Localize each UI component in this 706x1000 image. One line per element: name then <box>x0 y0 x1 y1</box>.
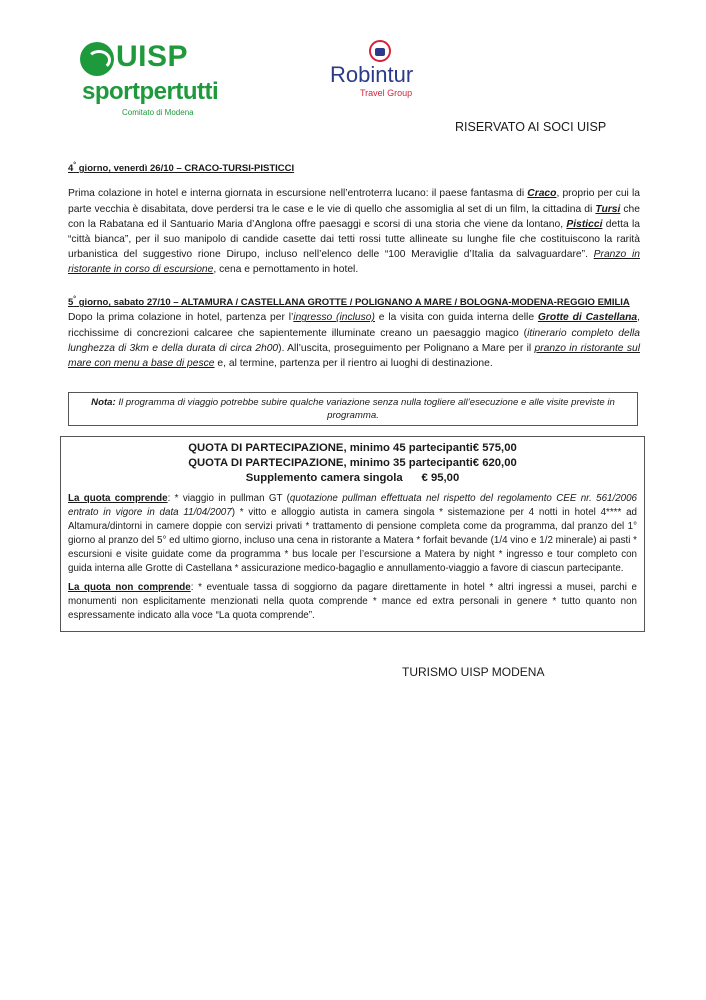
robintur-logo <box>330 40 450 105</box>
uisp-ball-icon <box>80 42 114 76</box>
day4-text: Prima colazione in hotel e interna giornata in escursione nell’entroterra lucano: il paese fantasma di Craco, proprio per cui la parte vecchia è disabitata, dove perdersi tra le case e le vie di quello che assomiglia al set di un film, la cittadina di Tursi che con la Rabatana ed il Santuario Maria d’Anglona offre paesaggi e scorsi di una storia che viene da lontano, Pisticci detta la “città bianca”, per il suo manipolo di candide casette dai tetti rossi tutte allineate su lunghe file che costituiscono la rarità urbanistica del suggestivo rione Dirupo, incluso nell’elenco delle “100 Meraviglie d’Italia da salvaguardare”. Pranzo in ristorante in corso di escursione, cena e pernottamento in hotel. <box>68 188 640 276</box>
quota-box <box>60 436 645 632</box>
day5-heading: 5° giorno, sabato 27/10 – ALTAMURA / CASTELLANA GROTTE / POLIGNANO A MARE / BOLOGNA-MODENA-REGGIO EMILIA <box>68 296 630 309</box>
footer-signature: TURISMO UISP MODENA <box>402 665 545 679</box>
day5-section <box>68 292 640 371</box>
quota-comprende: La quota comprende: * viaggio in pullman GT (quotazione pullman effettuata nel rispetto del regolamento CEE nr. 561/2006 entrato in vigore in data 11/04/2007) * vitto e alloggio autista in camera singola * sistemazione per 4 notti in hotel 4**** ad Altamura/dintorni in camere doppie con servizi privati * trattamento di pensione completa come da programma, dal pranzo del 1° giorno al pranzo del 5° ed ultimo giorno, incluso una cena in ristorante a Matera * forfait bevande (1/4 vino e 1/2 minerale) ai pasti * escursioni e visite guidate come da programma * bus locale per l’escursione a Matera by night * ingresso e tour completo con guida interna alle Grotte di Castellana * assicurazione medico-bagaglio e annullamento-viaggio a favore di ciascun partecipante. <box>68 493 637 574</box>
uisp-logo <box>80 40 220 120</box>
day4-section <box>68 158 640 278</box>
robintur-sub: Travel Group <box>360 88 413 98</box>
quota-45: QUOTA DI PARTECIPAZIONE, minimo 45 partecipanti€ 575,00 <box>188 442 517 454</box>
supplemento-singola: Supplemento camera singola € 95,00 <box>245 472 460 484</box>
quota-non-comprende: La quota non comprende: * eventuale tassa di soggiorno da pagare direttamente in hotel * altri ingressi a musei, parchi e monumenti non esplicitamente menzionati nella quota comprende * mance ed extra personali in genere * tutto quanto non espressamente indicato alla voce “La quota comprende”. <box>68 582 637 621</box>
robintur-mark-icon <box>369 40 391 62</box>
uisp-tagline: sportpertutti <box>82 78 219 105</box>
day4-heading: 4° giorno, venerdì 26/10 – CRACO-TURSI-PISTICCI <box>68 162 295 175</box>
note-box: Nota: Il programma di viaggio potrebbe subire qualche variazione senza nulla togliere all’esecuzione e alle visite previste in programma. <box>68 392 638 426</box>
uisp-word: UISP <box>116 40 189 73</box>
riservato-label: RISERVATO AI SOCI UISP <box>455 120 607 134</box>
uisp-comitato: Comitato di Modena <box>122 108 194 117</box>
robintur-word: Robintur <box>330 62 414 87</box>
day5-text: Dopo la prima colazione in hotel, partenza per l’ingresso (incluso) e la visita con guida interna delle Grotte di Castellana, ricchissime di concrezioni calcaree che sapientemente illuminate creano un paesaggio magico (itinerario completo della lunghezza di 3km e della durata di circa 2h00). All’uscita, proseguimento per Polignano a Mare per il pranzo in ristorante sul mare con menu a base di pesce e, al termine, partenza per il rientro ai luoghi di destinazione. <box>68 312 640 369</box>
quota-35: QUOTA DI PARTECIPAZIONE, minimo 35 partecipanti€ 620,00 <box>188 457 517 469</box>
